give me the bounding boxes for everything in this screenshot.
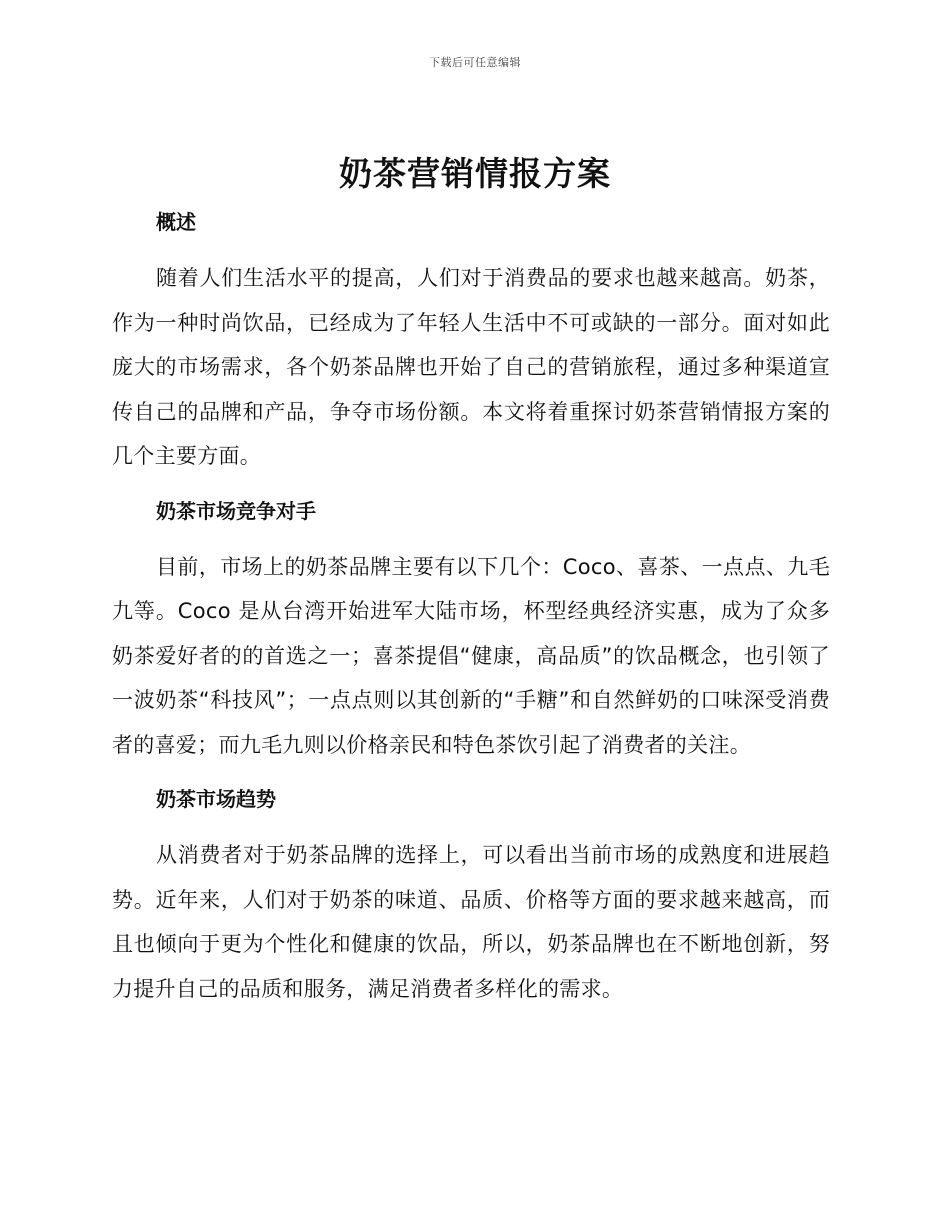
document-title: 奶茶营销情报方案 [339, 154, 611, 193]
section-paragraph-overview: 随着人们生活水平的提高，人们对于消费品的要求也越来越高。奶茶，作为一种时尚饮品，已经成为了年轻人生活中不可或缺的一部分。面对如此庞大的市场需求，各个奶茶品牌也开始了自己的营销旅程，通过多种渠道宣传自己的品牌和产品，争夺市场份额。本文将着重探讨奶茶营销情报方案的几个主要方面。 [112, 266, 830, 468]
header-note: 下载后可任意编辑 [429, 56, 521, 69]
section-heading-competitors: 奶茶市场竞争对手 [156, 498, 316, 523]
section-heading-overview: 概述 [156, 210, 196, 234]
document-body [112, 204, 830, 1011]
section-paragraph-trends: 从消费者对于奶茶品牌的选择上，可以看出当前市场的成熟度和进展趋势。近年来，人们对于奶茶的味道、品质、价格等方面的要求越来越高，而且也倾向于更为个性化和健康的饮品，所以，奶茶品牌也在不断地创新，努力提升自己的品质和服务，满足消费者多样化的需求。 [112, 843, 830, 1001]
section-heading-trends: 奶茶市场趋势 [156, 787, 276, 811]
section-paragraph-competitors: 目前，市场上的奶茶品牌主要有以下几个：Coco、喜茶、一点点、九毛九等。Coco 是从台湾开始进军大陆市场，杯型经典经济实惠，成为了众多奶茶爱好者的的首选之一；喜茶提倡“健康，高品质”的饮品概念，也引领了一波奶茶“科技风”；一点点则以其创新的“手糖”和自然鲜奶的口味深受消费者的喜爱；而九毛九则以价格亲民和特色茶饮引起了消费者的关注。 [112, 554, 830, 757]
